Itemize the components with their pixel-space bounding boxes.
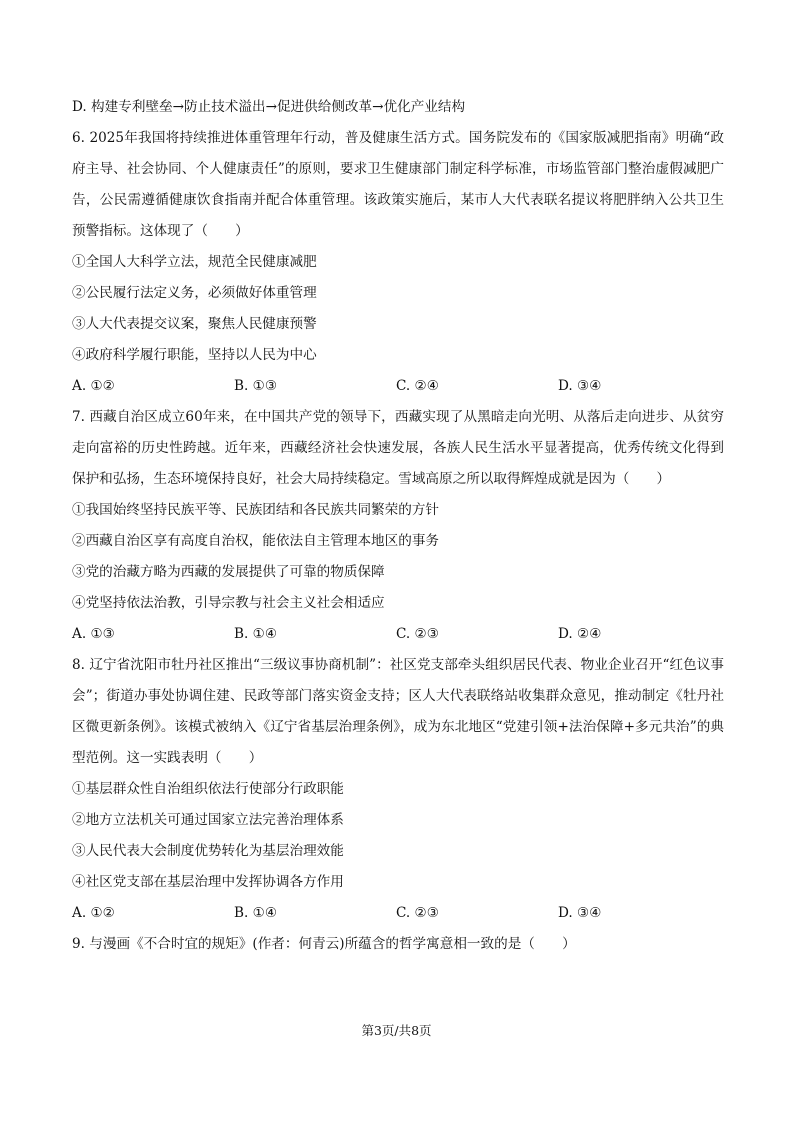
question-6-statement-3: ③人大代表提交议案，聚焦人民健康预警 xyxy=(72,316,317,332)
question-8-statement-2: ②地方立法机关可通过国家立法完善治理体系 xyxy=(72,812,344,828)
question-7-option-d: D. ②④ xyxy=(558,626,602,642)
question-8-option-b: B. ①④ xyxy=(234,905,278,921)
question-7-statement-2: ②西藏自治区享有高度自治权，能依法自主管理本地区的事务 xyxy=(72,533,440,549)
question-6-option-b: B. ①③ xyxy=(234,378,278,394)
question-6-option-a: A. ①② xyxy=(72,378,115,394)
question-8 xyxy=(72,650,724,929)
question-7-option-c: C. ②③ xyxy=(396,626,439,642)
question-8-stem: 8. 辽宁省沈阳市牡丹社区推出“三级议事协商机制”：社区党支部牵头组织居民代表、物业企业召开“红色议事会”；街道办事处协调住建、民政等部门落实资金支持；区人大代表联络站收集群众意见，推动制定《牡丹社区微更新条例》。该模式被纳入《辽宁省基层治理条例》，成为东北地区“党建引领+法治保障+多元共治”的典型范例。这一实践表明（ ） xyxy=(72,657,724,766)
question-7-statement-3: ③党的治藏方略为西藏的发展提供了可靠的物质保障 xyxy=(72,564,385,580)
question-6-option-c: C. ②④ xyxy=(396,378,439,394)
question-9-stem: 9. 与漫画《不合时宜的规矩》(作者：何青云)所蕴含的哲学寓意相一致的是（ ） xyxy=(72,936,576,952)
question-7 xyxy=(72,402,724,650)
question-9 xyxy=(72,929,724,960)
question-8-option-c: C. ②③ xyxy=(396,905,439,921)
question-6-stem: 6. 2025年我国将持续推进体重管理年行动，普及健康生活方式。国务院发布的《国家版减肥指南》明确“政府主导、社会协同、个人健康责任”的原则，要求卫生健康部门制定科学标准，市场监管部门整治虚假减肥广告，公民需遵循健康饮食指南并配合体重管理。该政策实施后，某市人大代表联名提议将肥胖纳入公共卫生预警指标。这体现了（ ） xyxy=(72,130,724,239)
page-number: 第3页/共8页 xyxy=(361,1023,432,1038)
option-d-previous-question: D. 构建专利壁垒→防止技术溢出→促进供给侧改革→优化产业结构 xyxy=(72,99,466,115)
question-7-statement-4: ④党坚持依法治教，引导宗教与社会主义社会相适应 xyxy=(72,595,385,611)
question-6-statement-1: ①全国人大科学立法，规范全民健康减肥 xyxy=(72,254,317,270)
question-6-statement-2: ②公民履行法定义务，必须做好体重管理 xyxy=(72,285,317,301)
question-6-options xyxy=(72,371,724,402)
question-8-statement-1: ①基层群众性自治组织依法行使部分行政职能 xyxy=(72,781,344,797)
question-8-option-a: A. ①② xyxy=(72,905,115,921)
question-7-options xyxy=(72,619,724,650)
question-6 xyxy=(72,123,724,402)
question-7-statement-1: ①我国始终坚持民族平等、民族团结和各民族共同繁荣的方针 xyxy=(72,502,440,518)
question-6-statement-4: ④政府科学履行职能，坚持以人民为中心 xyxy=(72,347,317,363)
question-8-statement-4: ④社区党支部在基层治理中发挥协调各方作用 xyxy=(72,874,344,890)
question-6-option-d: D. ③④ xyxy=(558,378,602,394)
page-content xyxy=(72,92,724,960)
question-8-options xyxy=(72,898,724,929)
question-7-option-a: A. ①③ xyxy=(72,626,115,642)
question-7-stem: 7. 西藏自治区成立60年来，在中国共产党的领导下，西藏实现了从黑暗走向光明、从落后走向进步、从贫穷走向富裕的历史性跨越。近年来，西藏经济社会快速发展，各族人民生活水平显著提高，优秀传统文化得到保护和弘扬，生态环境保持良好，社会大局持续稳定。雪域高原之所以取得辉煌成就是因为（ ） xyxy=(72,409,724,487)
question-7-option-b: B. ①④ xyxy=(234,626,278,642)
question-8-option-d: D. ③④ xyxy=(558,905,602,921)
question-8-statement-3: ③人民代表大会制度优势转化为基层治理效能 xyxy=(72,843,344,859)
